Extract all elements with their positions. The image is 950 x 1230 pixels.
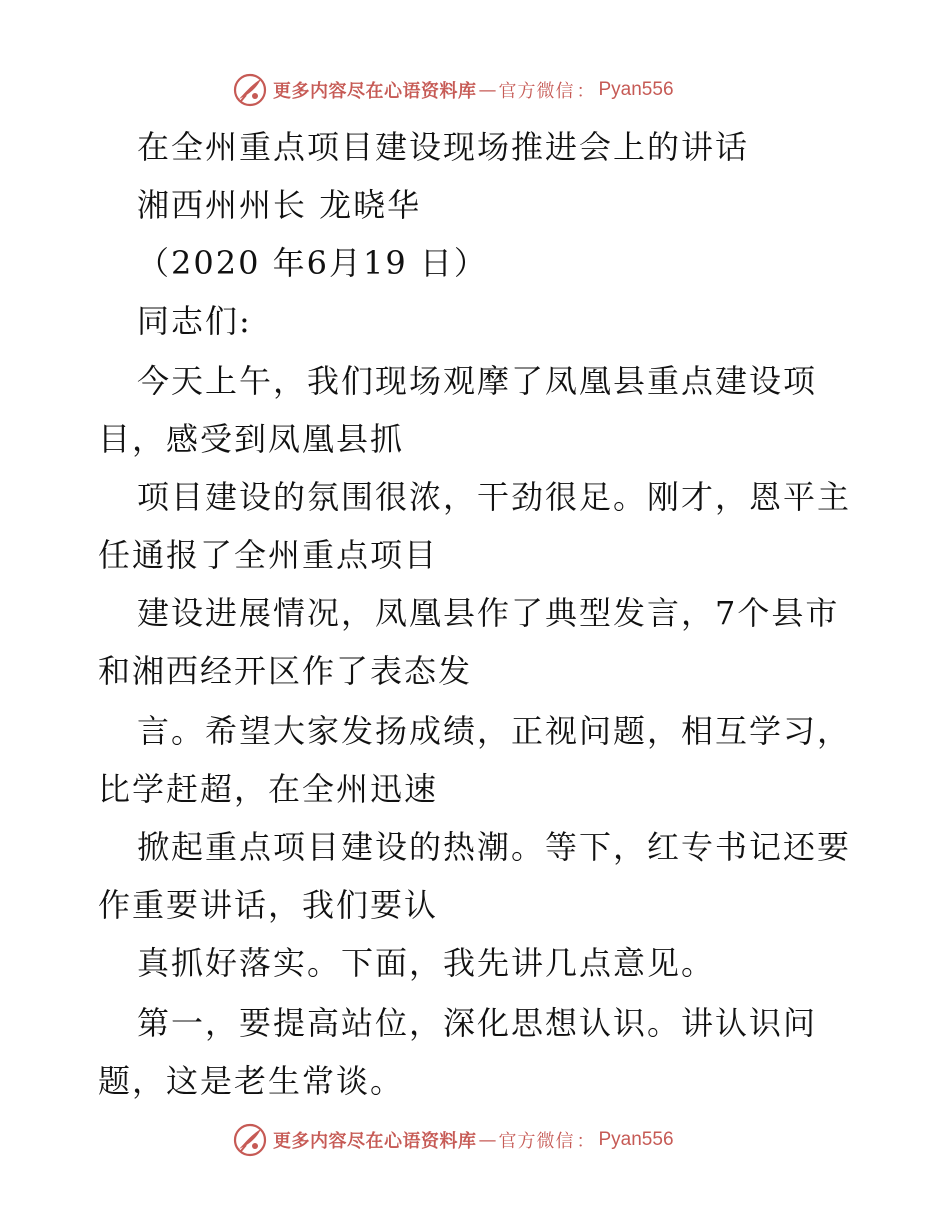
header-wechat-label: 官方微信 xyxy=(498,81,575,102)
footer-brand-text: 更多内容尽在心语资料库 xyxy=(273,1131,477,1152)
footer-colon: ： xyxy=(576,1131,595,1152)
paragraph-line: 任通报了全州重点项目 xyxy=(98,536,439,574)
document-salutation: 同志们: xyxy=(137,302,252,340)
header-dash: — xyxy=(478,79,497,101)
header-watermark[interactable] xyxy=(233,70,753,110)
footer-dash: — xyxy=(478,1129,497,1151)
paragraph-line: 第一，要提高站位，深化思想认识。讲认识问 xyxy=(137,1004,818,1042)
header-colon: ： xyxy=(576,81,595,102)
quill-logo-icon xyxy=(233,1123,267,1157)
paragraph-line: 掀起重点项目建设的热潮。等下，红专书记还要 xyxy=(137,828,852,866)
paragraph-line: 题，这是老生常谈。 xyxy=(98,1062,405,1100)
paragraph-line: 建设进展情况，凤凰县作了典型发言，7个县市 xyxy=(137,594,840,632)
paragraph-line: 真抓好落实。下面，我先讲几点意见。 xyxy=(137,944,716,982)
document-date: （2020 年6月19 日） xyxy=(137,244,488,282)
document-author: 湘西州州长 龙晓华 xyxy=(137,186,422,224)
paragraph-line: 项目建设的氛围很浓，干劲很足。刚才，恩平主 xyxy=(137,478,852,516)
document-title: 在全州重点项目建设现场推进会上的讲话 xyxy=(137,128,750,166)
paragraph-line: 今天上午，我们现场观摩了凤凰县重点建设项 xyxy=(137,362,818,400)
footer-watermark[interactable] xyxy=(233,1120,753,1160)
header-wechat-account: Pyan556 xyxy=(598,79,674,100)
header-brand-text: 更多内容尽在心语资料库 xyxy=(273,81,477,102)
paragraph-line: 作重要讲话，我们要认 xyxy=(98,886,439,924)
paragraph-line: 和湘西经开区作了表态发 xyxy=(98,652,473,690)
paragraph-line: 比学赶超，在全州迅速 xyxy=(98,770,439,808)
footer-wechat-label: 官方微信 xyxy=(498,1131,575,1152)
quill-logo-icon xyxy=(233,73,267,107)
footer-wechat-account: Pyan556 xyxy=(598,1129,674,1150)
paragraph-line: 目，感受到凤凰县抓 xyxy=(98,420,405,458)
paragraph-line: 言。希望大家发扬成绩，正视问题，相互学习， xyxy=(137,712,852,750)
